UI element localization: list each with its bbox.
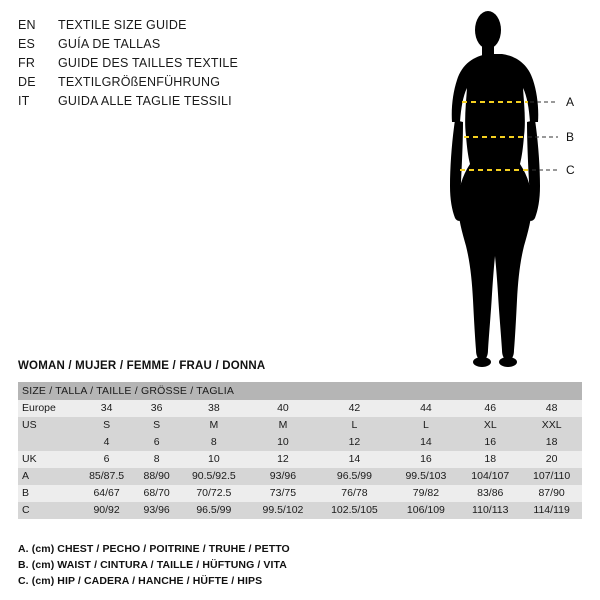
row-label-c: C xyxy=(18,502,78,519)
cell: 12 xyxy=(316,434,392,451)
language-row-en xyxy=(18,16,318,35)
table-row xyxy=(18,417,582,434)
cell: 34 xyxy=(78,400,135,417)
cell: 88/90 xyxy=(135,468,178,485)
cell: 83/86 xyxy=(459,485,521,502)
cell: 46 xyxy=(459,400,521,417)
language-row-es xyxy=(18,35,318,54)
cell: 16 xyxy=(459,434,521,451)
cell: 16 xyxy=(393,451,460,468)
body-figure xyxy=(400,4,600,372)
language-text-de: TEXTILGRÖßENFÜHRUNG xyxy=(58,75,221,89)
cell: 6 xyxy=(78,451,135,468)
row-label-us: US xyxy=(18,417,78,434)
table-row xyxy=(18,468,582,485)
cell: 12 xyxy=(250,451,317,468)
table-row xyxy=(18,485,582,502)
female-silhouette-icon xyxy=(450,11,540,367)
cell: 99.5/103 xyxy=(393,468,460,485)
cell: 102.5/105 xyxy=(316,502,392,519)
cell: M xyxy=(250,417,317,434)
cell: 38 xyxy=(178,400,249,417)
cell: 104/107 xyxy=(459,468,521,485)
cell: 20 xyxy=(521,451,582,468)
legend-item-b: B. (cm) WAIST / CINTURA / TAILLE / HÜFTUNG / VITA xyxy=(18,559,287,571)
size-table xyxy=(18,382,582,519)
language-code-en: EN xyxy=(18,18,36,32)
language-text-es: GUÍA DE TALLAS xyxy=(58,37,161,51)
cell: 10 xyxy=(178,451,249,468)
table-row xyxy=(18,400,582,417)
cell: 90/92 xyxy=(78,502,135,519)
cell: S xyxy=(78,417,135,434)
cell: 76/78 xyxy=(316,485,392,502)
cell: 68/70 xyxy=(135,485,178,502)
language-header-block xyxy=(18,16,318,111)
row-label-us-numeric xyxy=(18,434,78,451)
cell: 64/67 xyxy=(78,485,135,502)
cell: 87/90 xyxy=(521,485,582,502)
language-code-it: IT xyxy=(18,94,30,108)
marker-label-b: B xyxy=(566,130,575,144)
cell: 10 xyxy=(250,434,317,451)
cell: L xyxy=(393,417,460,434)
cell: 107/110 xyxy=(521,468,582,485)
cell: 36 xyxy=(135,400,178,417)
language-code-de: DE xyxy=(18,75,36,89)
cell: 14 xyxy=(393,434,460,451)
row-label-b: B xyxy=(18,485,78,502)
cell: 8 xyxy=(178,434,249,451)
cell: 8 xyxy=(135,451,178,468)
cell: 90.5/92.5 xyxy=(178,468,249,485)
cell: 4 xyxy=(78,434,135,451)
cell: 93/96 xyxy=(250,468,317,485)
cell: 44 xyxy=(393,400,460,417)
language-row-de xyxy=(18,73,318,92)
cell: 93/96 xyxy=(135,502,178,519)
table-row xyxy=(18,434,582,451)
legend-block xyxy=(18,541,578,589)
cell: 106/109 xyxy=(393,502,460,519)
row-label-a: A xyxy=(18,468,78,485)
legend-item-c: C. (cm) HIP / CADERA / HANCHE / HÜFTE / HIPS xyxy=(18,575,263,587)
cell: XXL xyxy=(521,417,582,434)
table-row xyxy=(18,451,582,468)
cell: 14 xyxy=(316,451,392,468)
cell: 18 xyxy=(521,434,582,451)
section-title: WOMAN / MUJER / FEMME / FRAU / DONNA xyxy=(18,360,266,372)
cell: L xyxy=(316,417,392,434)
cell: 85/87.5 xyxy=(78,468,135,485)
cell: S xyxy=(135,417,178,434)
table-header-label: SIZE / TALLA / TAILLE / GRÖSSE / TAGLIA xyxy=(18,382,582,400)
table-row xyxy=(18,502,582,519)
cell: 70/72.5 xyxy=(178,485,249,502)
cell: 6 xyxy=(135,434,178,451)
cell: 96.5/99 xyxy=(316,468,392,485)
cell: 73/75 xyxy=(250,485,317,502)
cell: 79/82 xyxy=(393,485,460,502)
cell: 96.5/99 xyxy=(178,502,249,519)
cell: 114/119 xyxy=(521,502,582,519)
language-code-es: ES xyxy=(18,37,36,51)
language-text-fr: GUIDE DES TAILLES TEXTILE xyxy=(58,56,239,70)
marker-label-a: A xyxy=(566,95,575,109)
cell: 48 xyxy=(521,400,582,417)
cell: 40 xyxy=(250,400,317,417)
row-label-uk: UK xyxy=(18,451,78,468)
cell: 110/113 xyxy=(459,502,521,519)
cell: 18 xyxy=(459,451,521,468)
language-text-it: GUIDA ALLE TAGLIE TESSILI xyxy=(58,94,232,108)
cell: XL xyxy=(459,417,521,434)
row-label-europe: Europe xyxy=(18,400,78,417)
language-row-fr xyxy=(18,54,318,73)
language-text-en: TEXTILE SIZE GUIDE xyxy=(58,18,187,32)
cell: M xyxy=(178,417,249,434)
cell: 99.5/102 xyxy=(250,502,317,519)
language-code-fr: FR xyxy=(18,56,36,70)
legend-item-a: A. (cm) CHEST / PECHO / POITRINE / TRUHE / PETTO xyxy=(18,543,290,555)
marker-label-c: C xyxy=(566,163,575,177)
language-row-it xyxy=(18,92,318,111)
cell: 42 xyxy=(316,400,392,417)
table-header-row xyxy=(18,382,582,400)
